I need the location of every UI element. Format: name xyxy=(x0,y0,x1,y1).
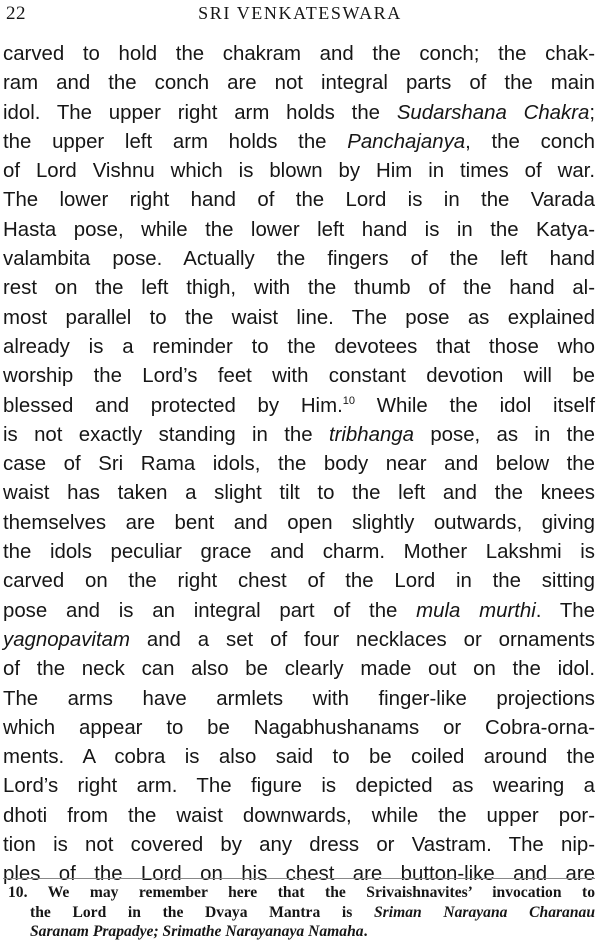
text-run: valambita pose. Actually the fingers of the left hand xyxy=(3,248,595,271)
text-run: the idols peculiar grace and charm. Mother Lakshmi is xyxy=(3,541,595,564)
text-run: dhoti from the waist downwards, while the upper por- xyxy=(3,804,595,827)
text-run: ments. A cobra is also said to be coiled around the xyxy=(3,746,595,769)
text-line xyxy=(3,450,595,479)
italic-term: yagnopavitam xyxy=(3,628,130,651)
text-run: tion is not covered by any dress or Vastram. The nip- xyxy=(3,834,595,857)
text-line xyxy=(3,597,595,626)
page-header xyxy=(6,3,594,27)
text-run: rest on the left thigh, with the thumb of the hand al- xyxy=(3,277,595,300)
text-run: ; xyxy=(589,101,596,124)
text-run: carved on the right chest of the Lord in the sitting xyxy=(3,570,595,593)
footnote-reference: 10 xyxy=(342,394,355,407)
running-head: SRI VENKATESWARA xyxy=(198,3,402,23)
text-line xyxy=(3,509,595,538)
italic-term: tribhanga xyxy=(328,423,414,446)
text-line xyxy=(3,655,595,684)
text-line xyxy=(3,333,595,362)
italic-term: Panchajanya xyxy=(347,130,466,153)
text-line xyxy=(3,714,595,743)
text-line xyxy=(3,626,595,655)
text-run: blessed and protected by Him. xyxy=(3,394,343,417)
text-run: The arms have armlets with finger-like projections xyxy=(3,687,595,710)
text-line xyxy=(3,421,595,450)
text-run: waist has taken a slight tilt to the left and the knees xyxy=(3,482,595,505)
text-run: themselves are bent and open slightly outwards, giving xyxy=(3,511,595,534)
text-line xyxy=(3,274,595,303)
text-line xyxy=(3,479,595,508)
text-run: . The xyxy=(535,599,595,622)
text-line xyxy=(3,157,595,186)
text-run: of Lord Vishnu which is blown by Him in times of war. xyxy=(3,160,595,183)
text-run: worship the Lord’s feet with constant devotion will be xyxy=(3,365,595,388)
text-run: 10. We may remember here that the Srivaishnavites’ invocation to xyxy=(8,884,595,901)
text-run: , the conch xyxy=(465,130,595,153)
text-run: carved to hold the chakram and the conch; the chak- xyxy=(3,43,595,65)
text-line xyxy=(3,831,595,860)
text-run: ples of the Lord on his chest are button-like and are xyxy=(3,863,595,886)
text-line xyxy=(3,69,595,98)
text-run: of the neck can also be clearly made out on the idol. xyxy=(3,658,595,681)
text-line xyxy=(3,362,595,391)
text-run: most parallel to the waist line. The pose as explained xyxy=(3,306,595,329)
text-run: case of Sri Rama idols, the body near and below the xyxy=(3,453,595,476)
text-line xyxy=(3,743,595,772)
text-line xyxy=(3,802,595,831)
text-line xyxy=(3,216,595,245)
text-run: the upper left arm holds the xyxy=(3,130,348,153)
text-run: is not exactly standing in the xyxy=(3,423,329,446)
text-run: ram and the conch are not integral parts of the main xyxy=(3,72,595,95)
text-run: pose, as in the xyxy=(413,423,595,446)
text-line xyxy=(3,538,595,567)
text-line xyxy=(3,772,595,801)
text-run: The lower right hand of the Lord is in the Varada xyxy=(3,189,595,212)
text-line xyxy=(3,245,595,274)
text-run: . xyxy=(363,923,368,940)
text-line xyxy=(3,128,595,157)
footnote xyxy=(8,883,595,942)
text-run: already is a reminder to the devotees that those who xyxy=(3,335,595,358)
footnote-line xyxy=(8,883,595,903)
text-line xyxy=(3,304,595,333)
footnote-line xyxy=(8,903,595,923)
italic-term: mula murthi xyxy=(416,599,536,622)
italic-term: Sudarshana Chakra xyxy=(396,101,590,124)
body-paragraph xyxy=(3,40,595,890)
italic-term: Sriman Narayana Charanau xyxy=(374,903,595,921)
page-number: 22 xyxy=(6,3,26,24)
italic-term: Saranam Prapadye; Srimathe Narayanaya Namaha xyxy=(30,923,364,940)
text-run: which appear to be Nagabhushanams or Cobra-orna- xyxy=(3,716,595,739)
text-run: and a set of four necklaces or ornaments xyxy=(129,628,595,651)
text-run: idol. The upper right arm holds the xyxy=(3,101,397,124)
footnote-divider xyxy=(3,878,595,879)
text-line xyxy=(3,99,595,128)
text-line xyxy=(3,685,595,714)
text-run: Hasta pose, while the lower left hand is in the Katya- xyxy=(3,218,595,241)
text-run: pose and is an integral part of the xyxy=(3,599,417,622)
text-run: Lord’s right arm. The figure is depicted as wearing a xyxy=(3,775,595,798)
text-run: While the idol itself xyxy=(355,394,595,417)
text-line xyxy=(3,392,595,421)
text-line xyxy=(3,40,595,69)
text-run: the Lord in the Dvaya Mantra is xyxy=(30,903,374,921)
text-line xyxy=(3,567,595,596)
text-line xyxy=(3,186,595,215)
footnote-line xyxy=(8,922,595,942)
